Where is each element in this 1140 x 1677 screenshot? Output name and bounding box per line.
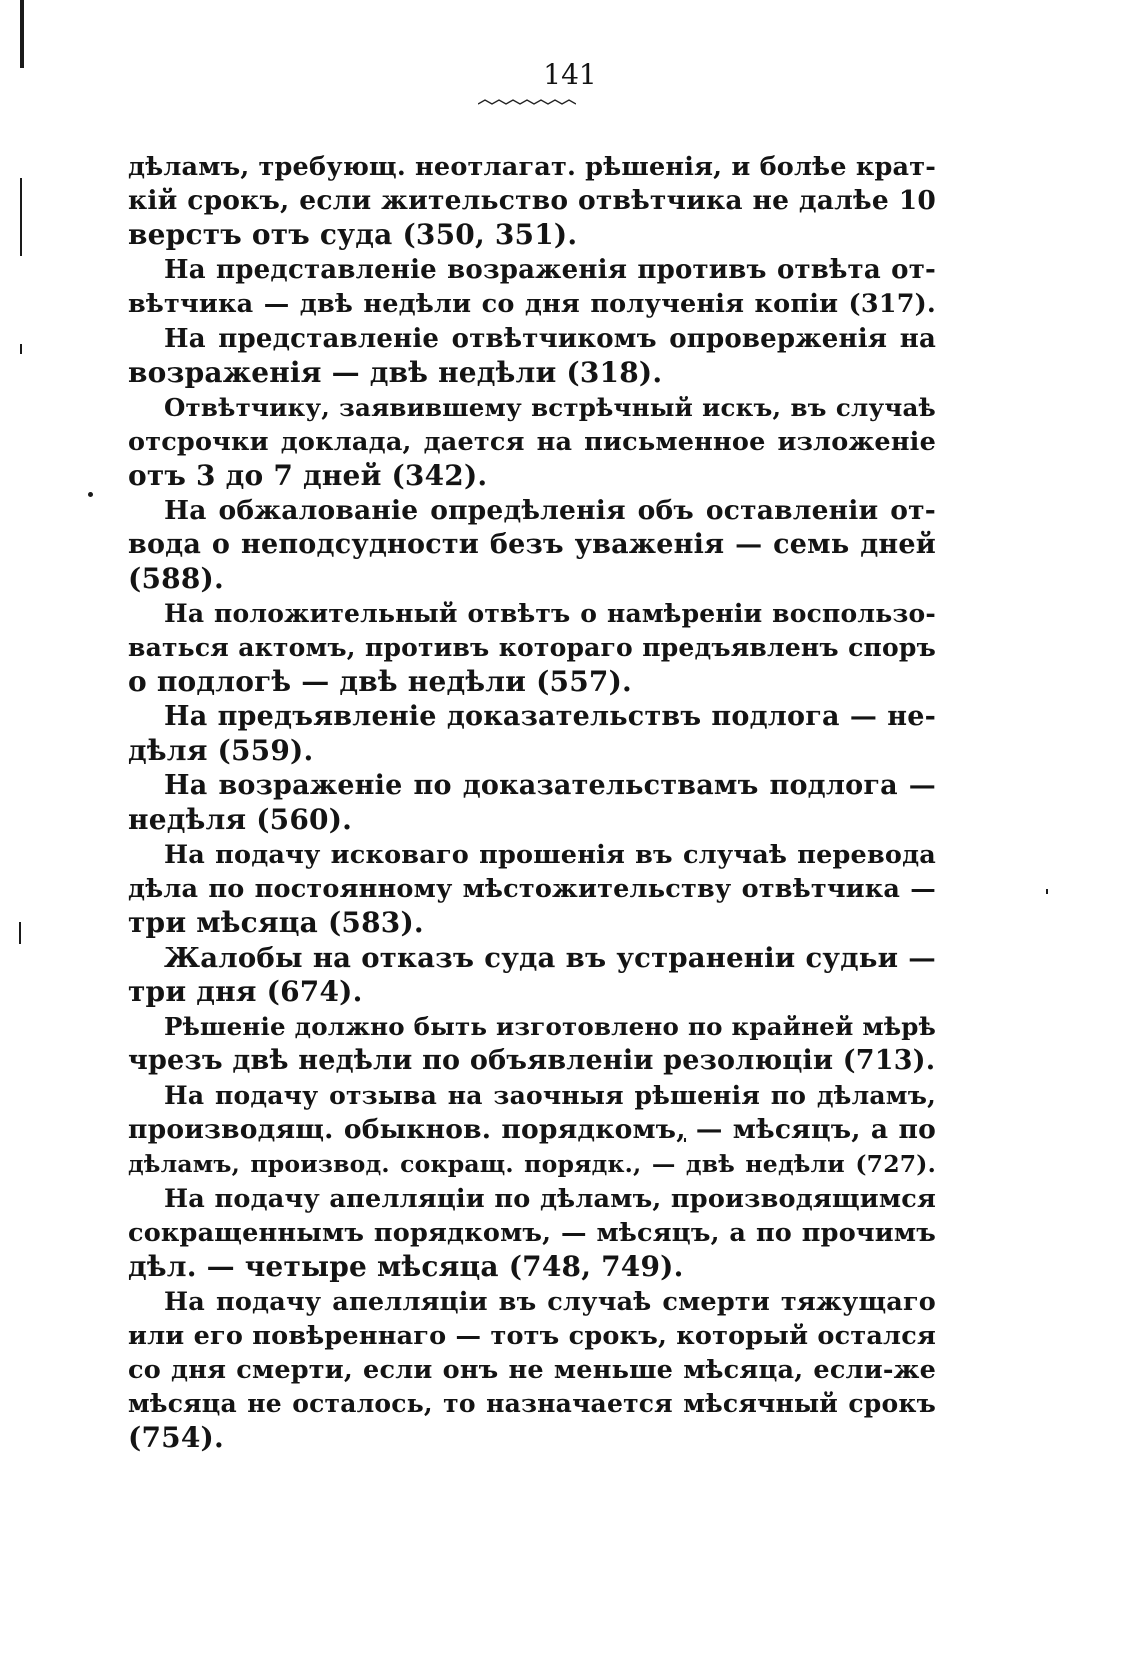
text-line: На предъявленіе доказательствъ подлога — не- bbox=[164, 701, 936, 732]
paragraph bbox=[128, 1010, 936, 1078]
text-line: На подачу апелляціи по дѣламъ, производящимся bbox=[164, 1184, 936, 1214]
scan-edge-mark bbox=[20, 344, 22, 354]
text-line: отъ 3 до 7 дней (342). bbox=[128, 459, 488, 492]
scan-edge-mark bbox=[19, 922, 21, 944]
text-line: (588). bbox=[128, 562, 224, 595]
text-line: На представленіе отвѣтчикомъ опроверженія на bbox=[164, 324, 936, 354]
text-line: На возраженіе по доказательствамъ подлога — bbox=[164, 770, 936, 801]
scan-speck bbox=[88, 492, 93, 497]
text-line: возраженія — двѣ недѣли (318). bbox=[128, 356, 663, 389]
paragraph bbox=[128, 1285, 936, 1455]
text-line: дѣля (559). bbox=[128, 734, 314, 767]
text-line: Отвѣтчику, заявившему встрѣчный искъ, въ случаѣ bbox=[164, 393, 936, 422]
paragraph bbox=[128, 150, 936, 252]
text-line: На представленіе возраженія противъ отвѣта от- bbox=[164, 255, 936, 285]
paragraph bbox=[128, 769, 936, 837]
text-line: чрезъ двѣ недѣли по объявленіи резолюціи (713). bbox=[128, 1045, 936, 1076]
paragraph bbox=[128, 322, 936, 390]
text-line: ваться актомъ, противъ котораго предъявленъ споръ bbox=[128, 633, 936, 662]
paragraph bbox=[128, 494, 936, 596]
text-line: три мѣсяца (583). bbox=[128, 906, 424, 939]
text-line: дѣл. — четыре мѣсяца (748, 749). bbox=[128, 1250, 684, 1283]
text-line: кій срокъ, если жительство отвѣтчика не далѣе 10 bbox=[128, 185, 936, 216]
text-line: мѣсяца не осталось, то назначается мѣсячный срокъ bbox=[128, 1389, 936, 1418]
text-line: верстъ отъ суда (350, 351). bbox=[128, 218, 578, 251]
text-line: дѣламъ, требующ. неотлагат. рѣшенія, и болѣе крат- bbox=[128, 152, 936, 182]
text-line: отсрочки доклада, дается на письменное изложеніе bbox=[128, 427, 936, 457]
text-line: вѣтчика — двѣ недѣли со дня полученія копіи (317). bbox=[128, 289, 936, 319]
paragraph bbox=[128, 253, 936, 321]
text-line: производящ. обыкнов. порядкомъ, — мѣсяцъ, а по bbox=[128, 1114, 936, 1145]
text-line: дѣламъ, производ. сокращ. порядк., — двѣ недѣли (727). bbox=[128, 1150, 936, 1178]
paragraph bbox=[128, 700, 936, 768]
text-line: Рѣшеніе должно быть изготовлено по крайней мѣрѣ bbox=[164, 1012, 936, 1041]
text-line: вода о неподсудности безъ уваженія — семь дней bbox=[128, 529, 936, 560]
scan-speck bbox=[1046, 889, 1048, 894]
text-line: На подачу апелляціи въ случаѣ смерти тяжущаго bbox=[164, 1287, 936, 1317]
paragraph bbox=[128, 1079, 936, 1181]
text-line: На обжалованіе опредѣленія объ оставленіи от- bbox=[164, 495, 936, 526]
page-body bbox=[128, 150, 936, 1455]
page-number-ornament bbox=[478, 98, 576, 108]
paragraph bbox=[128, 597, 936, 699]
text-line: (754). bbox=[128, 1421, 224, 1454]
paragraph bbox=[128, 1182, 936, 1284]
text-line: или его повѣреннаго — тотъ срокъ, который остался bbox=[128, 1321, 936, 1351]
paragraph bbox=[128, 391, 936, 493]
scan-edge-mark bbox=[20, 178, 22, 256]
text-line: На подачу исковаго прошенія въ случаѣ перевода bbox=[164, 840, 936, 870]
text-line: Жалобы на отказъ суда въ устраненіи судьи — bbox=[164, 942, 936, 974]
text-line: три дня (674). bbox=[128, 975, 363, 1008]
paragraph bbox=[128, 838, 936, 940]
text-line: На положительный отвѣтъ о намѣреніи воспользо- bbox=[164, 599, 936, 628]
page-number: 141 bbox=[543, 58, 597, 91]
text-line: дѣла по постоянному мѣстожительству отвѣтчика — bbox=[128, 874, 936, 904]
text-line: недѣля (560). bbox=[128, 803, 353, 836]
text-line: На подачу отзыва на заочныя рѣшенія по дѣламъ, bbox=[164, 1081, 936, 1110]
text-line: сокращеннымъ порядкомъ, — мѣсяцъ, а по прочимъ bbox=[128, 1218, 936, 1248]
text-line: о подлогѣ — двѣ недѣли (557). bbox=[128, 665, 632, 698]
paragraph bbox=[128, 941, 936, 1009]
text-line: со дня смерти, если онъ не меньше мѣсяца, если-же bbox=[128, 1355, 936, 1385]
